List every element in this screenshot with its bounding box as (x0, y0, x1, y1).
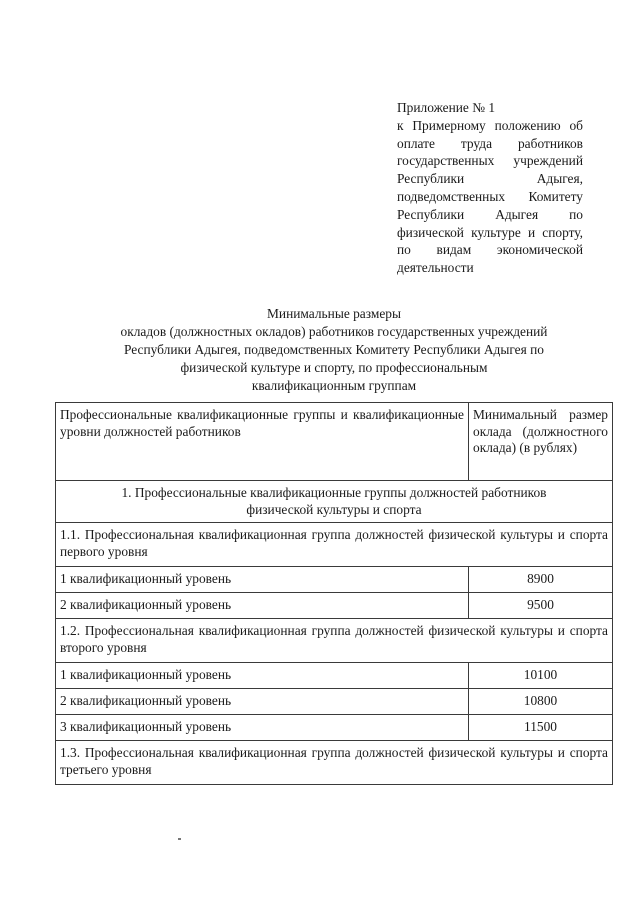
header-salary-cell: Минимальный размер оклада (должностного оклада) (в рублях) (469, 403, 613, 481)
salary-table (55, 402, 613, 785)
salary-value-cell: 9500 (469, 593, 613, 619)
table-row (56, 567, 613, 593)
appendix-block (397, 99, 583, 277)
group-1-3-title: 1.3. Профессиональная квалификационная группа должностей физической культуры и спорта третьего уровня (56, 741, 613, 785)
scan-speck (178, 838, 181, 840)
title-line-2: окладов (должностных окладов) работников государственных учреждений (120, 324, 548, 339)
group-1-1-title: 1.1. Профессиональная квалификационная группа должностей физической культуры и спорта первого уровня (56, 523, 613, 567)
level-name-cell: 3 квалификационный уровень (56, 715, 469, 741)
level-name-cell: 2 квалификационный уровень (56, 689, 469, 715)
salary-value-cell: 8900 (469, 567, 613, 593)
level-name-cell: 1 квалификационный уровень (56, 663, 469, 689)
table-row (56, 663, 613, 689)
title-line-3: Республики Адыгея, подведомственных Комитету Республики Адыгея по (124, 342, 544, 357)
table-row (56, 593, 613, 619)
group-row (56, 523, 613, 567)
group-row (56, 741, 613, 785)
group-row (56, 619, 613, 663)
level-name-cell: 2 квалификационный уровень (56, 593, 469, 619)
level-name-cell: 1 квалификационный уровень (56, 567, 469, 593)
header-groups-cell: Профессиональные квалификационные группы и квалификационные уровни должностей работников (56, 403, 469, 481)
salary-value-cell: 10800 (469, 689, 613, 715)
table-row (56, 689, 613, 715)
section-1-line-2: физической культуры и спорта (246, 501, 422, 517)
title-line-4: физической культуре и спорту, по профессиональным (180, 360, 488, 375)
salary-value-cell: 11500 (469, 715, 613, 741)
title-line-5: квалификационным группам (251, 378, 417, 393)
group-1-2-title: 1.2. Профессиональная квалификационная группа должностей физической культуры и спорта второго уровня (56, 619, 613, 663)
document-title (56, 305, 612, 395)
title-line-1: Минимальные размеры (267, 306, 401, 321)
table-row (56, 715, 613, 741)
table-header-row (56, 403, 613, 481)
appendix-title: Приложение № 1 (397, 100, 496, 115)
appendix-text: к Примерному положению об оплате труда работников государственных учреждений Республики Адыгея, подведомственных Комитету Республики Адыгея по физической культуре и спорту, по видам экономической деятельности (397, 117, 583, 276)
salary-value-cell: 10100 (469, 663, 613, 689)
section-1-cell (56, 481, 613, 523)
section-1-line-1: 1. Профессиональные квалификационные группы должностей работников (121, 485, 547, 500)
section-row (56, 481, 613, 523)
